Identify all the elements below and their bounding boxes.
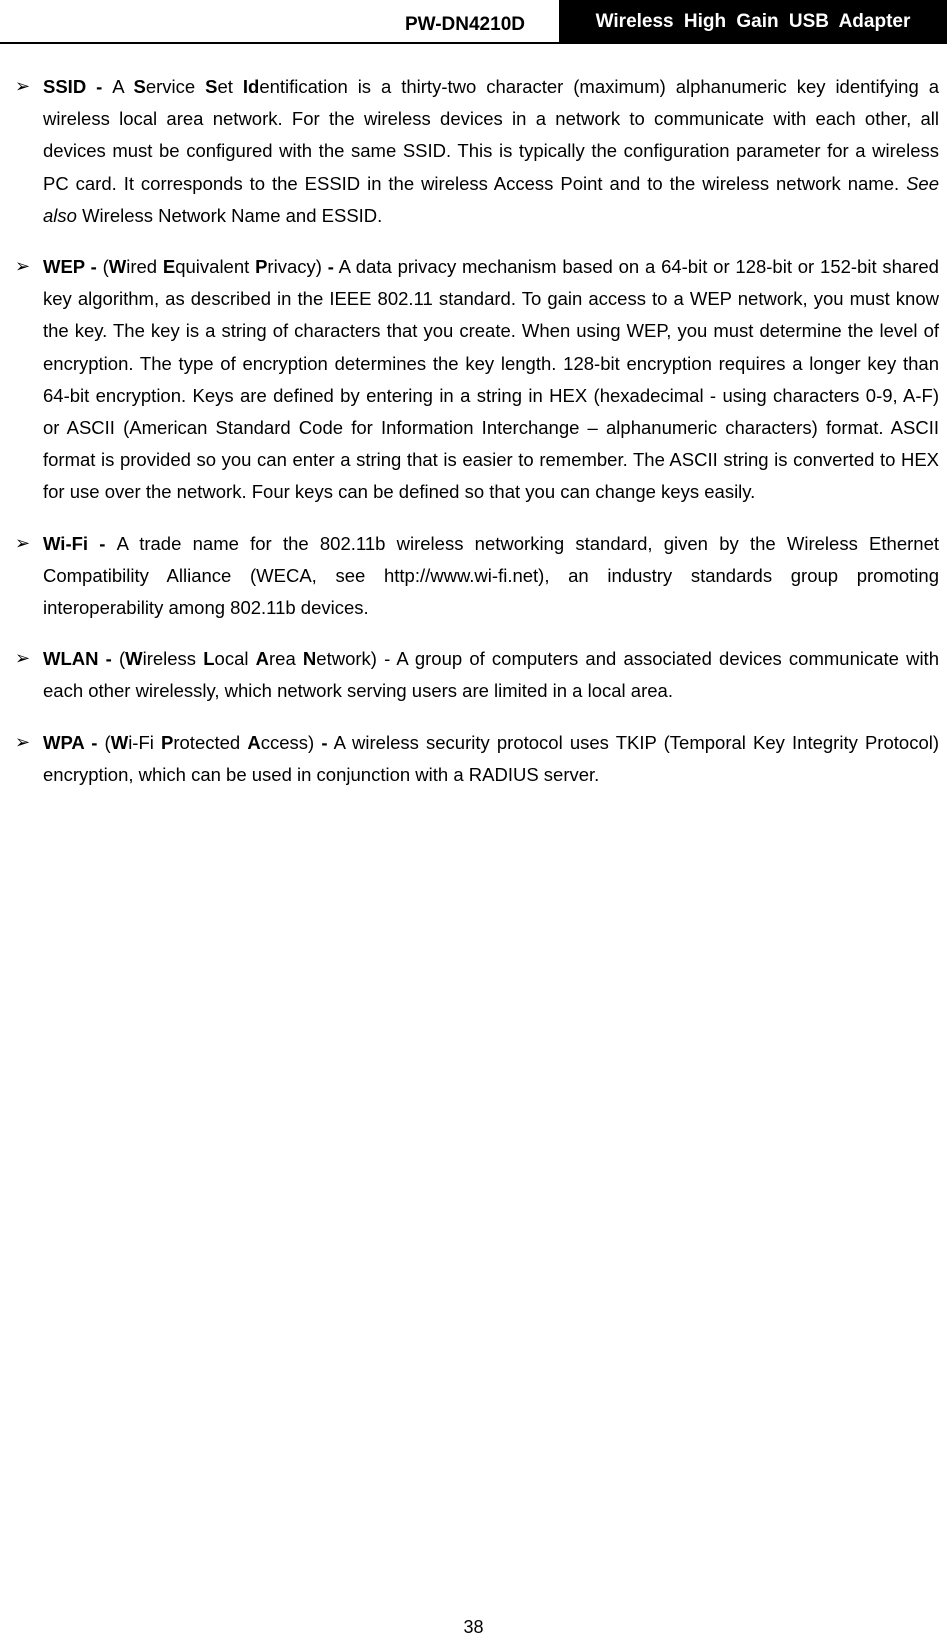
glossary-text-wpa: WPA - (Wi-Fi Protected Access) - A wireless security protocol uses TKIP (Temporal Key Integrity Protocol) encryption, which can be used in conjunction with a RADIUS server. (43, 731, 940, 785)
glossary-term-wep: WEP - (43, 256, 103, 278)
glossary-term-wifi: Wi-Fi - (43, 532, 117, 554)
glossary-entry-wpa (0, 727, 947, 791)
glossary-list (0, 71, 947, 810)
glossary-text-wifi: Wi-Fi - A trade name for the 802.11b wireless networking standard, given by the Wireless Ethernet Compatibility Alliance (WECA, see http://www.wi-fi.net), an industry standards group promoting interoperability among 802.11b devices. (43, 532, 939, 619)
arrow-bullet-icon: ➢ (15, 648, 31, 670)
glossary-entry-wifi (0, 528, 947, 625)
glossary-entry-ssid (0, 71, 947, 232)
arrow-bullet-icon: ➢ (15, 731, 31, 753)
glossary-entry-wep (0, 251, 947, 509)
header-rule (0, 42, 947, 44)
see-also-note: See also (43, 172, 939, 226)
glossary-text-wep: WEP - (Wired Equivalent Privacy) - A data privacy mechanism based on a 64-bit or 128-bit or 152-bit shared key algorithm, as described in the IEEE 802.11 standard. To gain access to a WEP network, you must know the key. The key is a string of characters that you create. When using WEP, you must determine the level of encryption. The type of encryption determines the key length. 128-bit encryption requires a longer key than 64-bit encryption. Keys are defined by entering in a string in HEX (hexadecimal - using characters 0-9, A-F) or ASCII (American Standard Code for Information Interchange – alphanumeric characters) format. ASCII format is provided so you can enter a string that is easier to remember. The ASCII string is converted to HEX for use over the network. Four keys can be defined so that you can change keys easily. (43, 256, 939, 503)
arrow-bullet-icon: ➢ (15, 76, 31, 97)
arrow-bullet-icon: ➢ (15, 256, 31, 278)
header-product-title: Wireless High Gain USB Adapter (559, 0, 947, 44)
page-number: 38 (463, 1617, 484, 1637)
page-header (0, 0, 947, 44)
glossary-text-wlan: WLAN - (Wireless Local Area Network) - A group of computers and associated devices communicate with each other wirelessly, which network serving users are limited in a local area. (43, 648, 939, 702)
arrow-bullet-icon: ➢ (15, 532, 31, 554)
glossary-entry-wlan (0, 643, 947, 707)
glossary-term-wpa: WPA - (43, 731, 105, 753)
glossary-term-ssid: SSID - (43, 76, 113, 97)
glossary-text-ssid: SSID - A Service Set Identification is a thirty-two character (maximum) alphanumeric key identifying a wireless local area network. For the wireless devices in a network to communicate with each other, all devices must be configured with the same SSID. This is typically the configuration parameter for a wireless PC card. It corresponds to the ESSID in the wireless Access Point and to the wireless network name. See also Wireless Network Name and ESSID. (43, 76, 939, 226)
glossary-term-wlan: WLAN - (43, 648, 119, 670)
header-model-number: PW-DN4210D (405, 14, 525, 35)
